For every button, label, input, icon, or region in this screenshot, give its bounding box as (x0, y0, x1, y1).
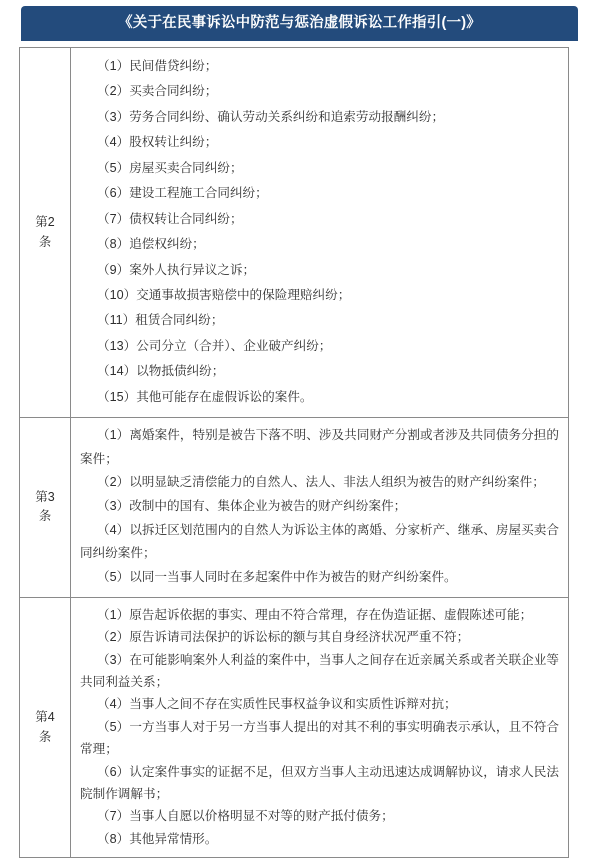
clause-item: （2）买卖合同纠纷； (97, 84, 218, 99)
article-label-2 (20, 48, 71, 418)
clause-item: （3）改制中的国有、集体企业为被告的财产纠纷案件； (97, 499, 407, 514)
clause-item: （8）追偿权纠纷； (97, 237, 205, 252)
clause-item: （7）债权转让合同纠纷； (97, 211, 243, 226)
clause-item: （4）当事人之间不存在实质性民事权益争议和实质性诉辩对抗； (97, 697, 457, 712)
clause-item: （13）公司分立（合并）、企业破产纠纷； (97, 338, 332, 353)
guidelines-table-body (20, 48, 569, 858)
clause-item: （11）租赁合同纠纷； (97, 313, 224, 328)
table-row-article-4 (20, 597, 569, 857)
article-label-3-line1: 第3 (35, 490, 55, 505)
clause-item: （6）建设工程施工合同纠纷； (97, 186, 268, 201)
clause-item: （2）原告诉请司法保护的诉讼标的额与其自身经济状况严重不符； (97, 630, 470, 645)
clause-item: （5）一方当事人对于另一方当事人提出的对其不利的事实明确表示承认，且不符合常理； (80, 719, 559, 757)
clause-item: （4）股权转让纠纷； (97, 135, 218, 150)
clause-item: （7）当事人自愿以价格明显不对等的财产抵付债务； (97, 809, 394, 824)
table-row-article-3 (20, 418, 569, 598)
clause-item: （15）其他可能存在虚假诉讼的案件。 (97, 389, 313, 404)
document-header-banner (21, 6, 578, 41)
article-label-2-line1: 第2 (35, 215, 55, 230)
clause-item: （6）认定案件事实的证据不足，但双方当事人主动迅速达成调解协议，请求人民法院制作调解书； (80, 764, 559, 802)
clause-item: （1）离婚案件，特别是被告下落不明、涉及共同财产分割或者涉及共同债务分担的案件； (80, 428, 559, 466)
clause-item: （10）交通事故损害赔偿中的保险理赔纠纷； (97, 287, 351, 302)
article-body-4 (71, 597, 569, 857)
clause-item: （9）案外人执行异议之诉； (97, 262, 256, 277)
article-label-4-line2: 条 (38, 729, 52, 744)
clause-item: （5）房屋买卖合同纠纷； (97, 160, 243, 175)
guidelines-table (19, 47, 569, 858)
clause-item: （8）其他异常情形。 (97, 831, 218, 846)
clause-item: （3）在可能影响案外人利益的案件中，当事人之间存在近亲属关系或者关联企业等共同利益关系； (80, 652, 559, 690)
clause-item: （1）民间借贷纠纷； (97, 59, 218, 73)
article-label-4-line1: 第4 (35, 710, 55, 725)
article-label-3-line2: 条 (38, 509, 52, 524)
article-body-3 (71, 418, 569, 598)
clause-item: （4）以拆迁区划范围内的自然人为诉讼主体的离婚、分家析产、继承、房屋买卖合同纠纷案件； (80, 522, 559, 561)
clause-item: （1）原告起诉依据的事实、理由不符合常理，存在伪造证据、虚假陈述可能； (97, 607, 533, 622)
clause-item: （3）劳务合同纠纷、确认劳动关系纠纷和追索劳动报酬纠纷； (97, 109, 445, 124)
article-label-4 (20, 597, 71, 857)
article-label-2-line2: 条 (38, 234, 52, 249)
clause-item: （2）以明显缺乏清偿能力的自然人、法人、非法人组织为被告的财产纠纷案件； (97, 475, 545, 490)
table-row-article-2 (20, 48, 569, 418)
document-title: 《关于在民事诉讼中防范与惩治虚假诉讼工作指引(一)》 (118, 15, 481, 32)
clause-item: （5）以同一当事人同时在多起案件中作为被告的财产纠纷案件。 (97, 570, 457, 585)
article-label-3 (20, 418, 71, 598)
clause-item: （14）以物抵债纠纷； (97, 364, 225, 379)
article-body-2 (71, 48, 569, 418)
